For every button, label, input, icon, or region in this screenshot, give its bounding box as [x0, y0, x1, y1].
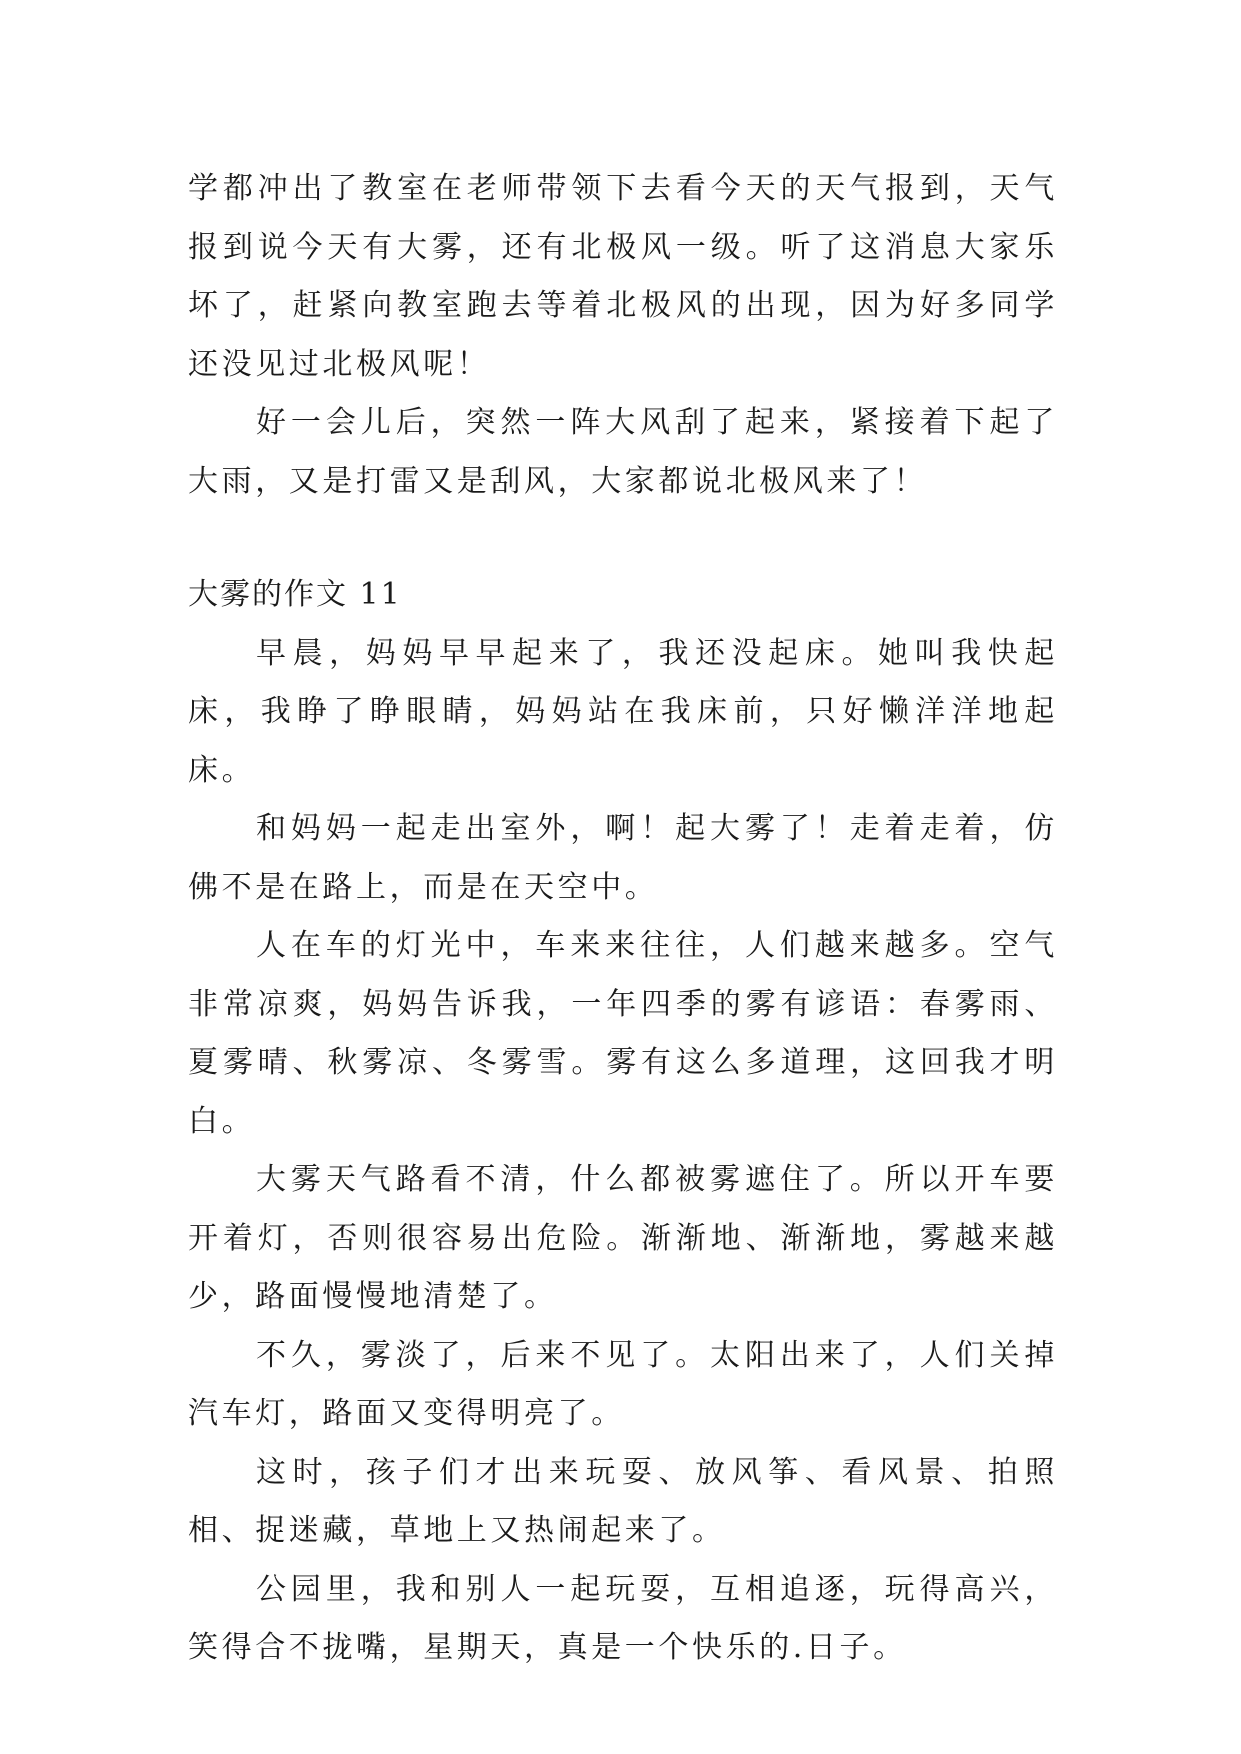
paragraph: 和妈妈一起走出室外，啊！起大雾了！走着走着，仿佛不是在路上，而是在天空中。	[188, 811, 1058, 905]
paragraph: 不久，雾淡了，后来不见了。太阳出来了，人们关掉汽车灯，路面又变得明亮了。	[188, 1337, 1058, 1431]
document-body	[188, 160, 1058, 1678]
paragraph: 公园里，我和别人一起玩耍，互相追逐，玩得高兴，笑得合不拢嘴，星期天，真是一个快乐的.日子。	[188, 1571, 1058, 1665]
paragraph: 这时，孩子们才出来玩耍、放风筝、看风景、拍照相、捉迷藏，草地上又热闹起来了。	[188, 1454, 1058, 1548]
paragraph: 大雾天气路看不清，什么都被雾遮住了。所以开车要开着灯，否则很容易出危险。渐渐地、渐渐地，雾越来越少，路面慢慢地清楚了。	[188, 1162, 1058, 1314]
paragraph-continued: 学都冲出了教室在老师带领下去看今天的天气报到，天气报到说今天有大雾，还有北极风一级。听了这消息大家乐坏了，赶紧向教室跑去等着北极风的出现，因为好多同学还没见过北极风呢！	[188, 171, 1058, 382]
section-title: 大雾的作文 11	[188, 577, 402, 612]
paragraph: 早晨，妈妈早早起来了，我还没起床。她叫我快起床，我睁了睁眼睛，妈妈站在我床前，只好懒洋洋地起床。	[188, 635, 1058, 788]
paragraph: 人在车的灯光中，车来来往往，人们越来越多。空气非常凉爽，妈妈告诉我，一年四季的雾有谚语：春雾雨、夏雾晴、秋雾凉、冬雾雪。雾有这么多道理，这回我才明白。	[188, 928, 1058, 1139]
paragraph: 好一会儿后，突然一阵大风刮了起来，紧接着下起了大雨，又是打雷又是刮风，大家都说北极风来了！	[188, 405, 1058, 499]
